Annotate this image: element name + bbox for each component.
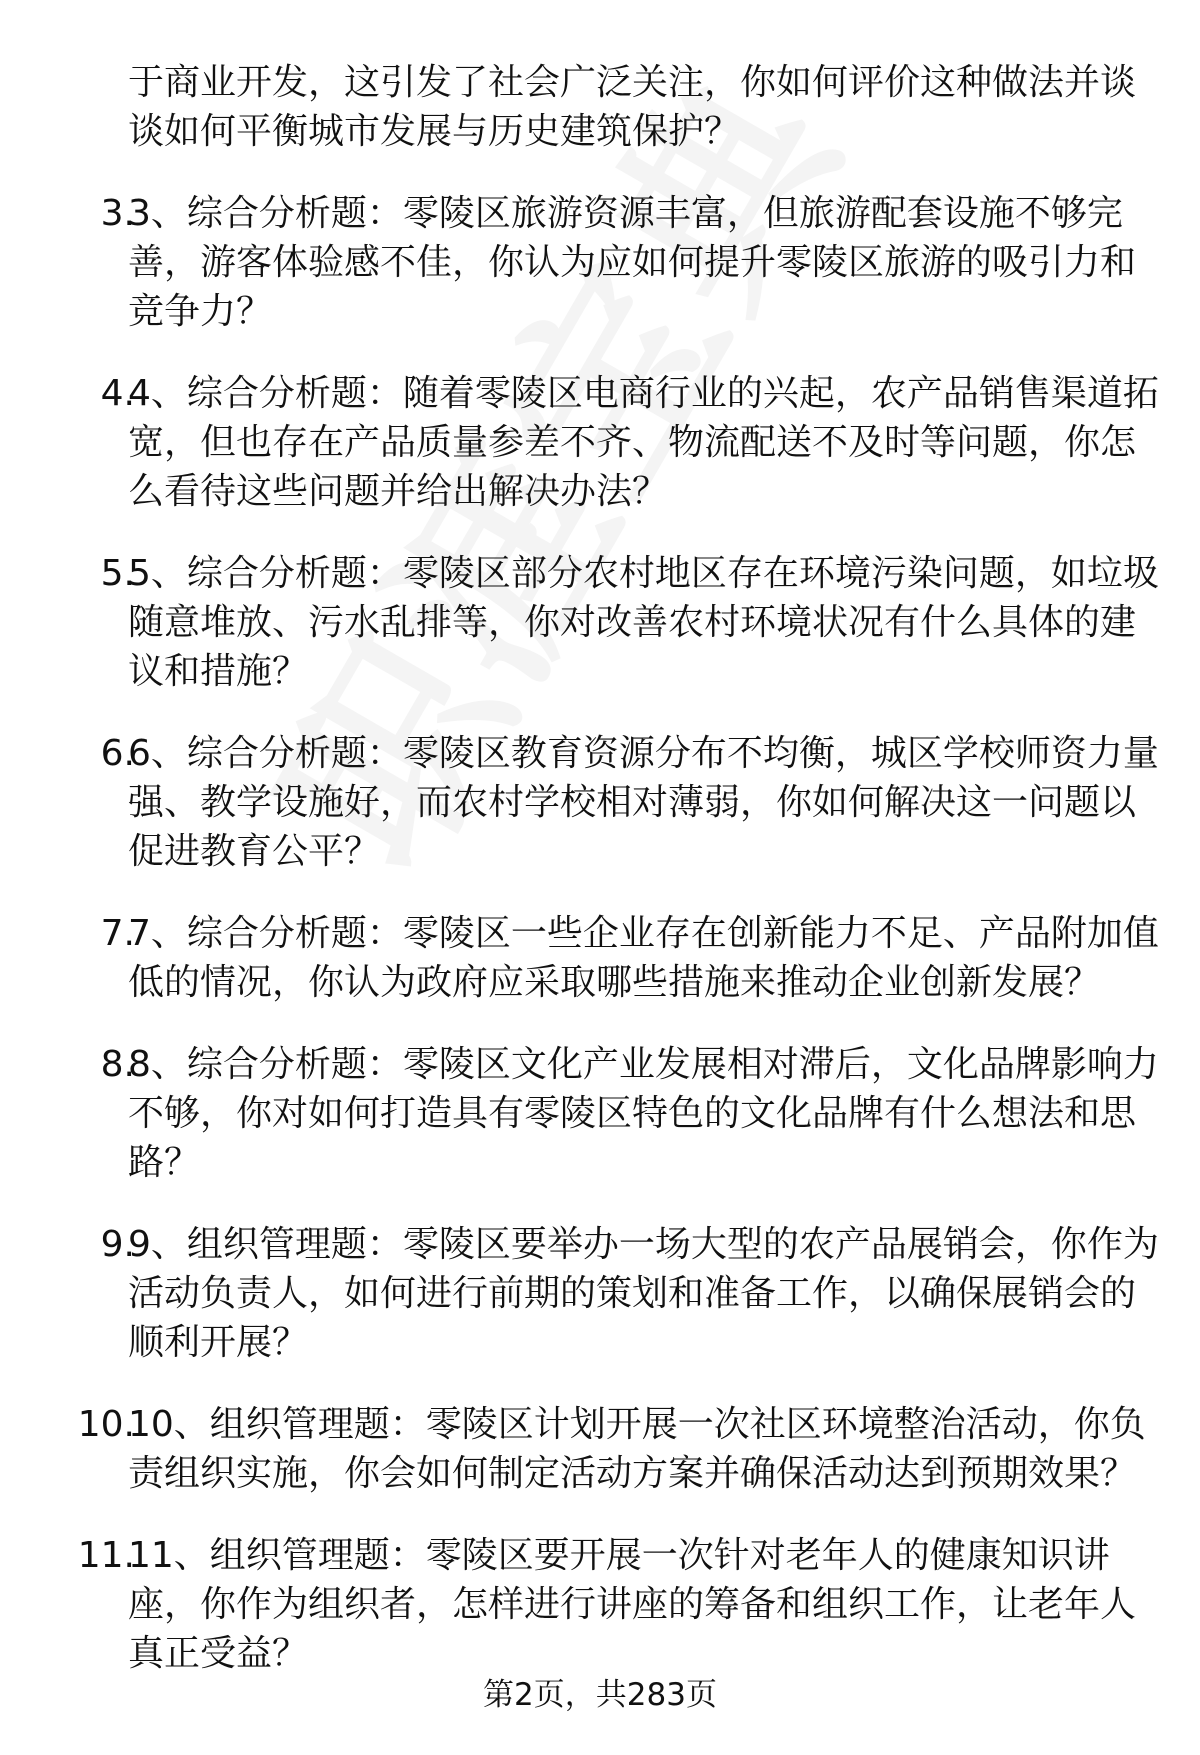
list-item <box>0 549 1200 696</box>
question-text: 4、综合分析题：随着零陵区电商行业的兴起，农产品销售渠道拓宽，但也存在产品质量参差不齐、物流配送不及时等问题，你怎么看待这些问题并给出解决办法？ <box>128 373 1159 512</box>
list-number: 7. <box>100 913 135 954</box>
list-item <box>0 909 1200 1007</box>
list-item <box>0 1531 1200 1678</box>
question-text: 3、综合分析题：零陵区旅游资源丰富，但旅游配套设施不够完善，游客体验感不佳，你认为应如何提升零陵区旅游的吸引力和竞争力？ <box>128 193 1137 332</box>
list-item <box>0 369 1200 516</box>
question-text: 8、综合分析题：零陵区文化产业发展相对滞后，文化品牌影响力不够，你对如何打造具有零陵区特色的文化品牌有什么想法和思路？ <box>128 1044 1159 1183</box>
list-number: 6. <box>100 733 135 774</box>
list-item <box>0 1400 1200 1498</box>
list-number: 4. <box>100 373 135 414</box>
list-number: 8. <box>100 1044 135 1085</box>
list-item <box>0 1220 1200 1367</box>
question-text: 7、综合分析题：零陵区一些企业存在创新能力不足、产品附加值低的情况，你认为政府应采取哪些措施来推动企业创新发展？ <box>128 913 1159 1003</box>
list-item <box>0 1040 1200 1187</box>
document-body <box>0 58 1200 1711</box>
question-text: 6、综合分析题：零陵区教育资源分布不均衡，城区学校师资力量强、教学设施好，而农村学校相对薄弱，你如何解决这一问题以促进教育公平？ <box>128 733 1159 872</box>
list-number: 11. <box>77 1535 135 1576</box>
question-text: 11、组织管理题：零陵区要开展一次针对老年人的健康知识讲座，你作为组织者，怎样进行讲座的筹备和组织工作，让老年人真正受益？ <box>128 1535 1137 1674</box>
list-number: 3. <box>100 193 135 234</box>
question-text: 5、综合分析题：零陵区部分农村地区存在环境污染问题，如垃圾随意堆放、污水乱排等，你对改善农村环境状况有什么具体的建议和措施？ <box>128 553 1159 692</box>
list-number: 5. <box>100 553 135 594</box>
list-item <box>0 189 1200 336</box>
continuation-paragraph: 于商业开发，这引发了社会广泛关注，你如何评价这种做法并谈谈如何平衡城市发展与历史建筑保护？ <box>128 62 1137 152</box>
list-item <box>0 729 1200 876</box>
question-text: 9、组织管理题：零陵区要举办一场大型的农产品展销会，你作为活动负责人，如何进行前期的策划和准备工作，以确保展销会的顺利开展？ <box>128 1224 1159 1363</box>
list-number: 9. <box>100 1224 135 1265</box>
question-text: 10、组织管理题：零陵区计划开展一次社区环境整治活动，你负责组织实施，你会如何制定活动方案并确保活动达到预期效果？ <box>128 1404 1146 1494</box>
page-footer: 第2页，共283页 <box>483 1677 717 1713</box>
list-number: 10. <box>77 1404 135 1445</box>
